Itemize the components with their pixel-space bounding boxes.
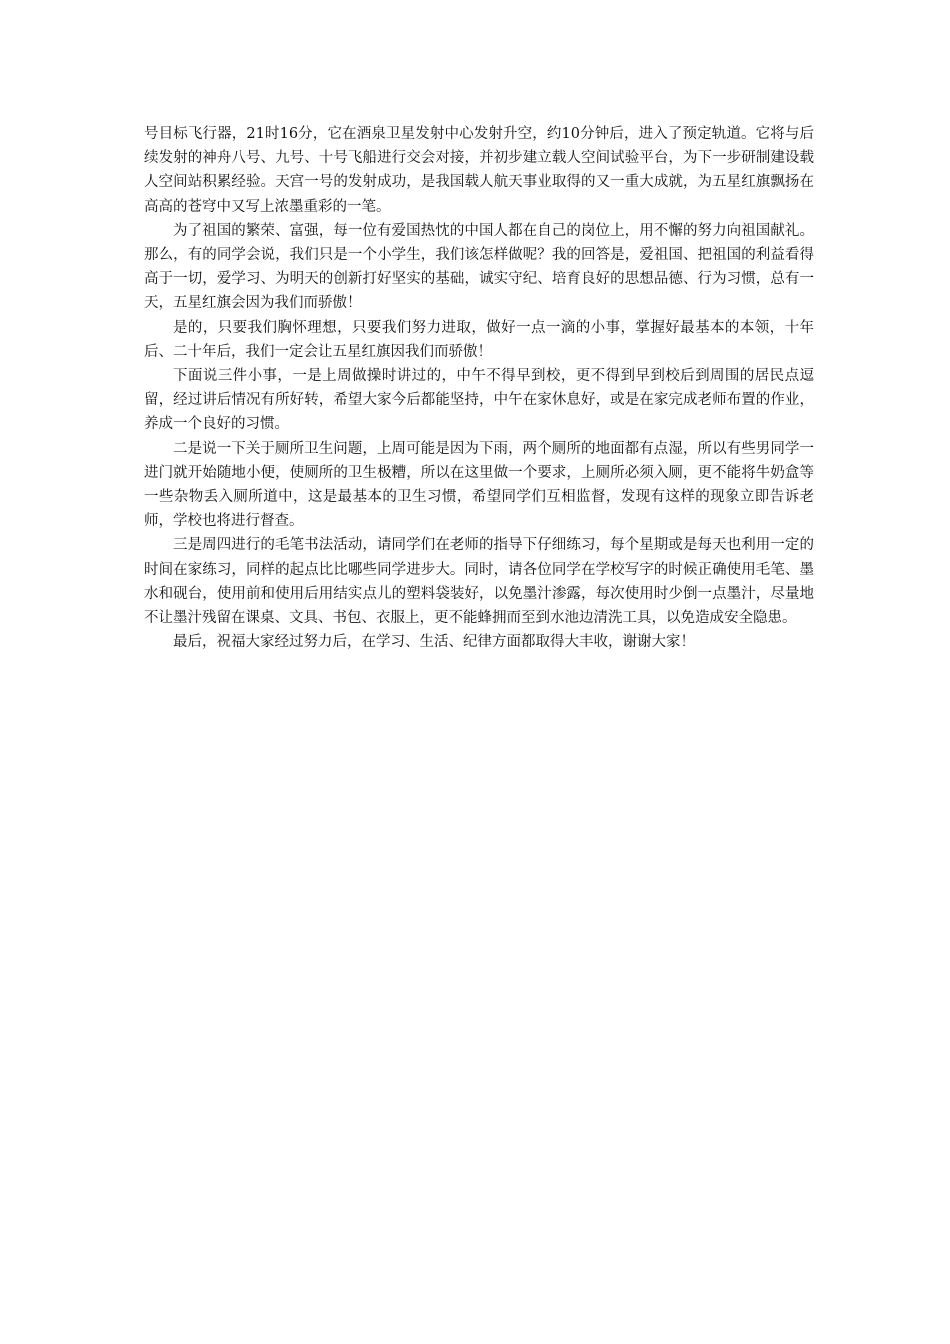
paragraph-calligraphy: 三是周四进行的毛笔书法活动，请同学们在老师的指导下仔细练习，每个星期或是每天也利用一定的时间在家练习，同样的起点比比哪些同学进步大。同时，请各位同学在学校写字的时候正确使用毛笔、墨水和砚台，使用前和使用后用结实点儿的塑料袋装好，以免墨汁渗露，每次使用时少倒一点墨汁，尽量地不让墨汁残留在课桌、文具、书包、衣服上，更不能蜂拥而至到水池边清洗工具，以免造成安全隐患。 [144, 537, 814, 627]
paragraph-patriotism: 为了祖国的繁荣、富强，每一位有爱国热忱的中国人都在自己的岗位上，用不懈的努力向祖国献礼。那么，有的同学会说，我们只是一个小学生，我们该怎样做呢？我的回答是，爱祖国、把祖国的利益看得高于一切，爱学习、为明天的创新打好坚实的基础，诚实守纪、培育良好的思想品德、行为习惯，总有一天，五星红旗会因为我们而骄傲！ [144, 222, 814, 312]
paragraph-closing: 最后，祝福大家经过努力后，在学习、生活、纪律方面都取得大丰收，谢谢大家！ [173, 634, 695, 651]
paragraph-arrival-time: 下面说三件小事，一是上周做操时讲过的，中午不得早到校，更不得到早到校后到周围的居民点逗留，经过讲后情况有所好转，希望大家今后都能坚持，中午在家休息好，或是在家完成老师布置的作业，养成一个良好的习惯。 [144, 368, 814, 433]
paragraph-ideals: 是的，只要我们胸怀理想，只要我们努力进取，做好一点一滴的小事，掌握好最基本的本领，十年后、二十年后，我们一定会让五星红旗因我们而骄傲！ [144, 319, 814, 360]
paragraph-toilet-hygiene: 二是说一下关于厕所卫生问题，上周可能是因为下雨，两个厕所的地面都有点湿，所以有些男同学一进门就开始随地小便，使厕所的卫生极糟，所以在这里做一个要求，上厕所必须入厕，更不能将牛奶盒等一些杂物丢入厕所道中，这是最基本的卫生习惯，希望同学们互相监督，发现有这样的现象立即告诉老师，学校也将进行督查。 [144, 440, 814, 530]
document-body [144, 122, 814, 654]
paragraph-launch: 号目标飞行器，21时16分，它在酒泉卫星发射中心发射升空，约10分钟后，进入了预定轨道。它将与后续发射的神舟八号、九号、十号飞船进行交会对接，并初步建立载人空间试验平台，为下一步研制建设载人空间站积累经验。天宫一号的发射成功，是我国载人航天事业取得的又一重大成就，为五星红旗飘扬在高高的苍穹中又写上浓墨重彩的一笔。 [144, 126, 814, 215]
